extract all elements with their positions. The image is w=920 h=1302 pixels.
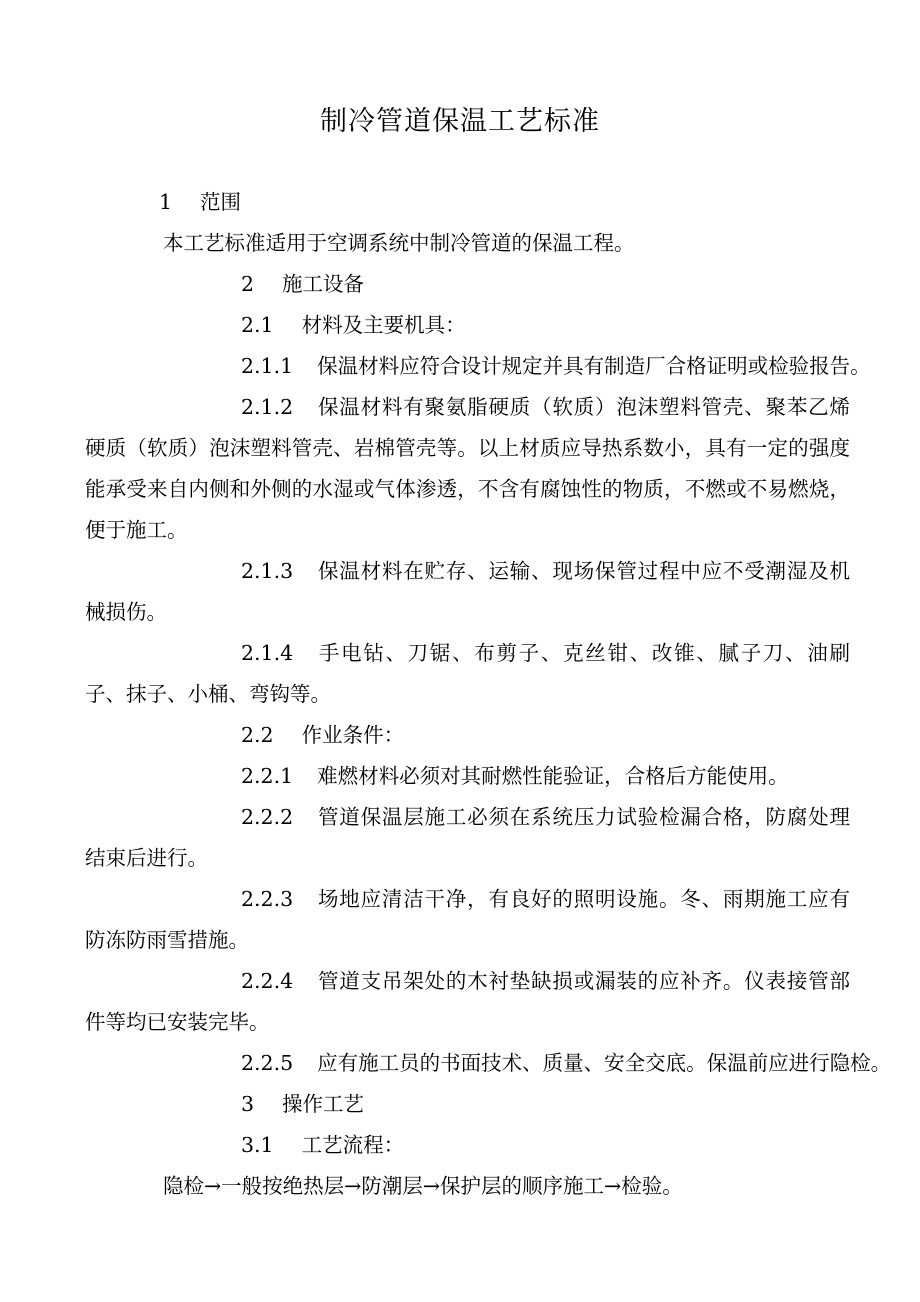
section-number: 2.1: [241, 313, 274, 337]
subsection-heading: [85, 1125, 850, 1166]
clause-text: 管道支吊架处的木衬垫缺损或漏装的应补齐。仪表接管部件等均已安装完毕。: [85, 969, 850, 1034]
clause-text: 保温材料应符合设计规定并具有制造厂合格证明或检验报告。: [317, 354, 871, 378]
section-title: 操作工艺: [282, 1092, 365, 1116]
section-number: 3: [241, 1092, 255, 1116]
paragraph: [85, 223, 850, 264]
clause-number: 2.2.2: [241, 805, 294, 829]
section-title: 材料及主要机具：: [301, 313, 466, 337]
section-number: 1: [159, 190, 173, 214]
paragraph: [85, 1166, 850, 1207]
clause-number: 2.1.4: [241, 641, 294, 665]
clause-text: 手电钻、刀锯、布剪子、克丝钳、改锥、腻子刀、油刷子、抹子、小桶、弯钩等。: [85, 641, 850, 706]
section-title: 范围: [200, 190, 242, 214]
paragraph-text: 隐检→一般按绝热层→防潮层→保护层的顺序施工→检验。: [163, 1174, 683, 1198]
clause: [85, 387, 850, 551]
clause: [85, 633, 850, 715]
clause: [85, 1043, 892, 1084]
section-number: 2.2: [241, 723, 274, 747]
subsection-heading: [85, 715, 850, 756]
clause-number: 2.1.2: [241, 395, 294, 419]
section-heading: [85, 264, 850, 305]
section-title: 施工设备: [282, 272, 365, 296]
clause-text: 保温材料有聚氨脂硬质（软质）泡沫塑料管壳、聚苯乙烯硬质（软质）泡沫塑料管壳、岩棉管壳等。以上材质应导热系数小，具有一定的强度能承受来自内侧和外侧的水湿或气体渗透，不含有腐蚀性的物质，不燃或不易燃烧，便于施工。: [85, 395, 850, 542]
clause-text: 管道保温层施工必须在系统压力试验检漏合格，防腐处理结束后进行。: [85, 805, 850, 870]
section-heading: [85, 182, 850, 223]
clause: [85, 346, 871, 387]
clause: [85, 879, 850, 961]
document-title: 制冷管道保温工艺标准: [320, 106, 600, 137]
clause-number: 2.2.1: [241, 764, 294, 788]
clause-text: 难燃材料必须对其耐燃性能验证，合格后方能使用。: [317, 764, 789, 788]
section-number: 2: [241, 272, 255, 296]
section-number: 3.1: [241, 1133, 274, 1157]
clause: [85, 551, 850, 633]
clause-number: 2.1.3: [241, 559, 294, 583]
section-title: 工艺流程：: [301, 1133, 405, 1157]
document-body: [85, 182, 892, 1207]
subsection-heading: [85, 305, 850, 346]
section-title: 作业条件：: [301, 723, 405, 747]
paragraph-text: 本工艺标准适用于空调系统中制冷管道的保温工程。: [163, 231, 635, 255]
clause-number: 2.2.5: [241, 1051, 294, 1075]
section-heading: [85, 1084, 850, 1125]
clause-text: 保温材料在贮存、运输、现场保管过程中应不受潮湿及机械损伤。: [85, 559, 850, 624]
clause-text: 应有施工员的书面技术、质量、安全交底。保温前应进行隐检。: [317, 1051, 892, 1075]
clause-number: 2.2.4: [241, 969, 294, 993]
clause: [85, 756, 850, 797]
clause-number: 2.1.1: [241, 354, 294, 378]
clause-text: 场地应清洁干净，有良好的照明设施。冬、雨期施工应有防冻防雨雪措施。: [85, 887, 850, 952]
clause: [85, 961, 850, 1043]
clause: [85, 797, 850, 879]
clause-number: 2.2.3: [241, 887, 294, 911]
